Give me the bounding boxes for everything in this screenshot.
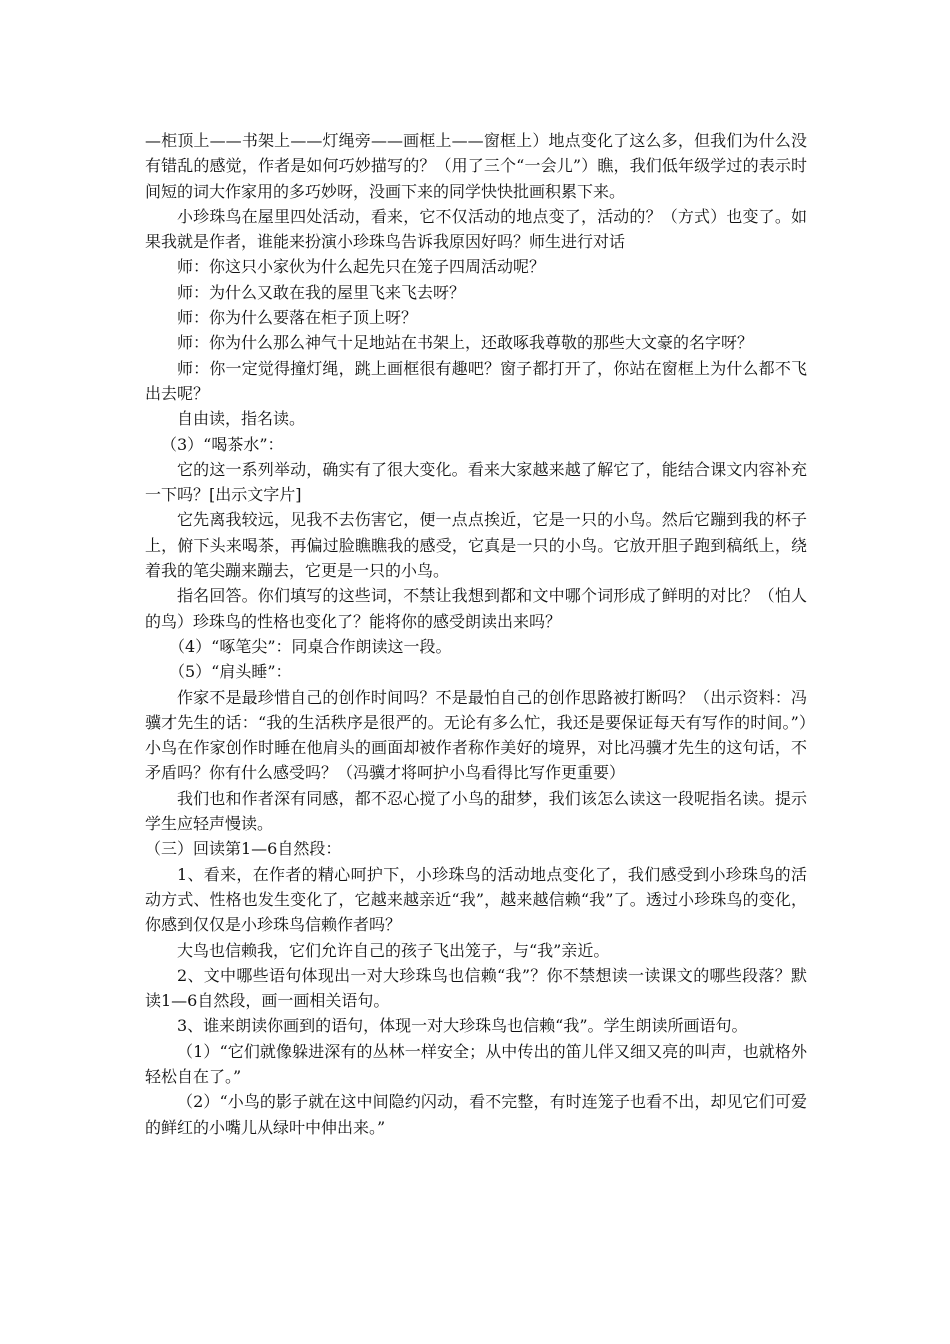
paragraph: 自由读，指名读。 bbox=[177, 409, 306, 429]
paragraph: 师：你这只小家伙为什么起先只在笼子四周活动呢？ bbox=[177, 257, 546, 277]
section-heading: （3）“喝茶水”： bbox=[161, 434, 284, 454]
paragraph: 它的这一系列举动，确实有了很大变化。看来大家越来越了解它了，能结合课文内容补充一下吗？[出示文字片] bbox=[145, 459, 807, 505]
paragraph: 作家不是最珍惜自己的创作时间吗？不是最怕自己的创作思路被打断吗？（出示资料：冯骥才先生的话：“我的生活秩序是很严的。无论有多么忙，我还是要保证每天有写作的时间。”）小鸟在作家创作时睡在他肩头的画面却被作者称作美好的境界，对比冯骥才先生的这句话，不矛盾吗？你有什么感受吗？（冯骥才将呵护小鸟看得比写作更重要） bbox=[145, 687, 807, 783]
paragraph: 小珍珠鸟在屋里四处活动，看来，它不仅活动的地点变了，活动的？（方式）也变了。如果我就是作者，谁能来扮演小珍珠鸟告诉我原因好吗？师生进行对话 bbox=[145, 206, 807, 252]
section-heading: （三）回读第1—6自然段： bbox=[145, 839, 342, 859]
document-body bbox=[145, 128, 807, 1140]
paragraph: 师：你一定觉得撞灯绳，跳上画框很有趣吧？窗子都打开了，你站在窗框上为什么都不飞出去呢？ bbox=[145, 358, 807, 403]
paragraph: 1、看来，在作者的精心呵护下，小珍珠鸟的活动地点变化了，我们感受到小珍珠鸟的活动方式、性格也发生变化了，它越来越亲近“我”，越来越信赖“我”了。透过小珍珠鸟的变化，你感到仅仅是小珍珠鸟信赖作者吗？ bbox=[145, 864, 807, 935]
paragraph: 师：你为什么要落在柜子顶上呀？ bbox=[177, 308, 418, 328]
paragraph: （2）“小鸟的影子就在这中间隐约闪动，看不完整，有时连笼子也看不出，却见它们可爱的鲜红的小嘴儿从绿叶中伸出来。” bbox=[145, 1092, 807, 1137]
paragraph: —柜顶上——书架上——灯绳旁——画框上——窗框上）地点变化了这么多，但我们为什么没有错乱的感觉，作者是如何巧妙描写的？（用了三个“一会儿”）瞧，我们低年级学过的表示时间短的词大作家用的多巧妙呀，没画下来的同学快快批画积累下来。 bbox=[145, 131, 807, 201]
section-heading: （4）“啄笔尖”：同桌合作朗读这一段。 bbox=[169, 636, 452, 656]
paragraph: 师：你为什么那么神气十足地站在书架上，还敢啄我尊敬的那些大文豪的名字呀？ bbox=[177, 333, 754, 353]
paragraph: 指名回答。你们填写的这些词，不禁让我想到都和文中哪个词形成了鲜明的对比？（怕人的鸟）珍珠鸟的性格也变化了？能将你的感受朗读出来吗？ bbox=[145, 586, 807, 631]
paragraph: 它先离我较远，见我不去伤害它，便一点点挨近，它是一只的小鸟。然后它蹦到我的杯子上，俯下头来喝茶，再偏过脸瞧瞧我的感受，它真是一只的小鸟。它放开胆子跑到稿纸上，绕着我的笔尖蹦来蹦去，它更是一只的小鸟。 bbox=[145, 510, 807, 581]
paragraph: 2、文中哪些语句体现出一对大珍珠鸟也信赖“我”？你不禁想读一读课文的哪些段落？默读1—6自然段，画一画相关语句。 bbox=[145, 965, 807, 1011]
paragraph: （1）“它们就像躲进深有的丛林一样安全；从中传出的笛儿伴又细又亮的叫声，也就格外轻松自在了。” bbox=[145, 1041, 807, 1086]
section-heading: （5）“肩头睡”： bbox=[169, 662, 292, 682]
paragraph: 3、谁来朗读你画到的语句，体现一对大珍珠鸟也信赖“我”。学生朗读所画语句。 bbox=[177, 1016, 748, 1036]
paragraph: 师：为什么又敢在我的屋里飞来飞去呀？ bbox=[177, 282, 466, 302]
paragraph: 我们也和作者深有同感，都不忍心搅了小鸟的甜梦，我们该怎么读这一段呢指名读。提示学生应轻声慢读。 bbox=[145, 788, 807, 834]
paragraph: 大鸟也信赖我，它们允许自己的孩子飞出笼子，与“我”亲近。 bbox=[177, 940, 610, 960]
